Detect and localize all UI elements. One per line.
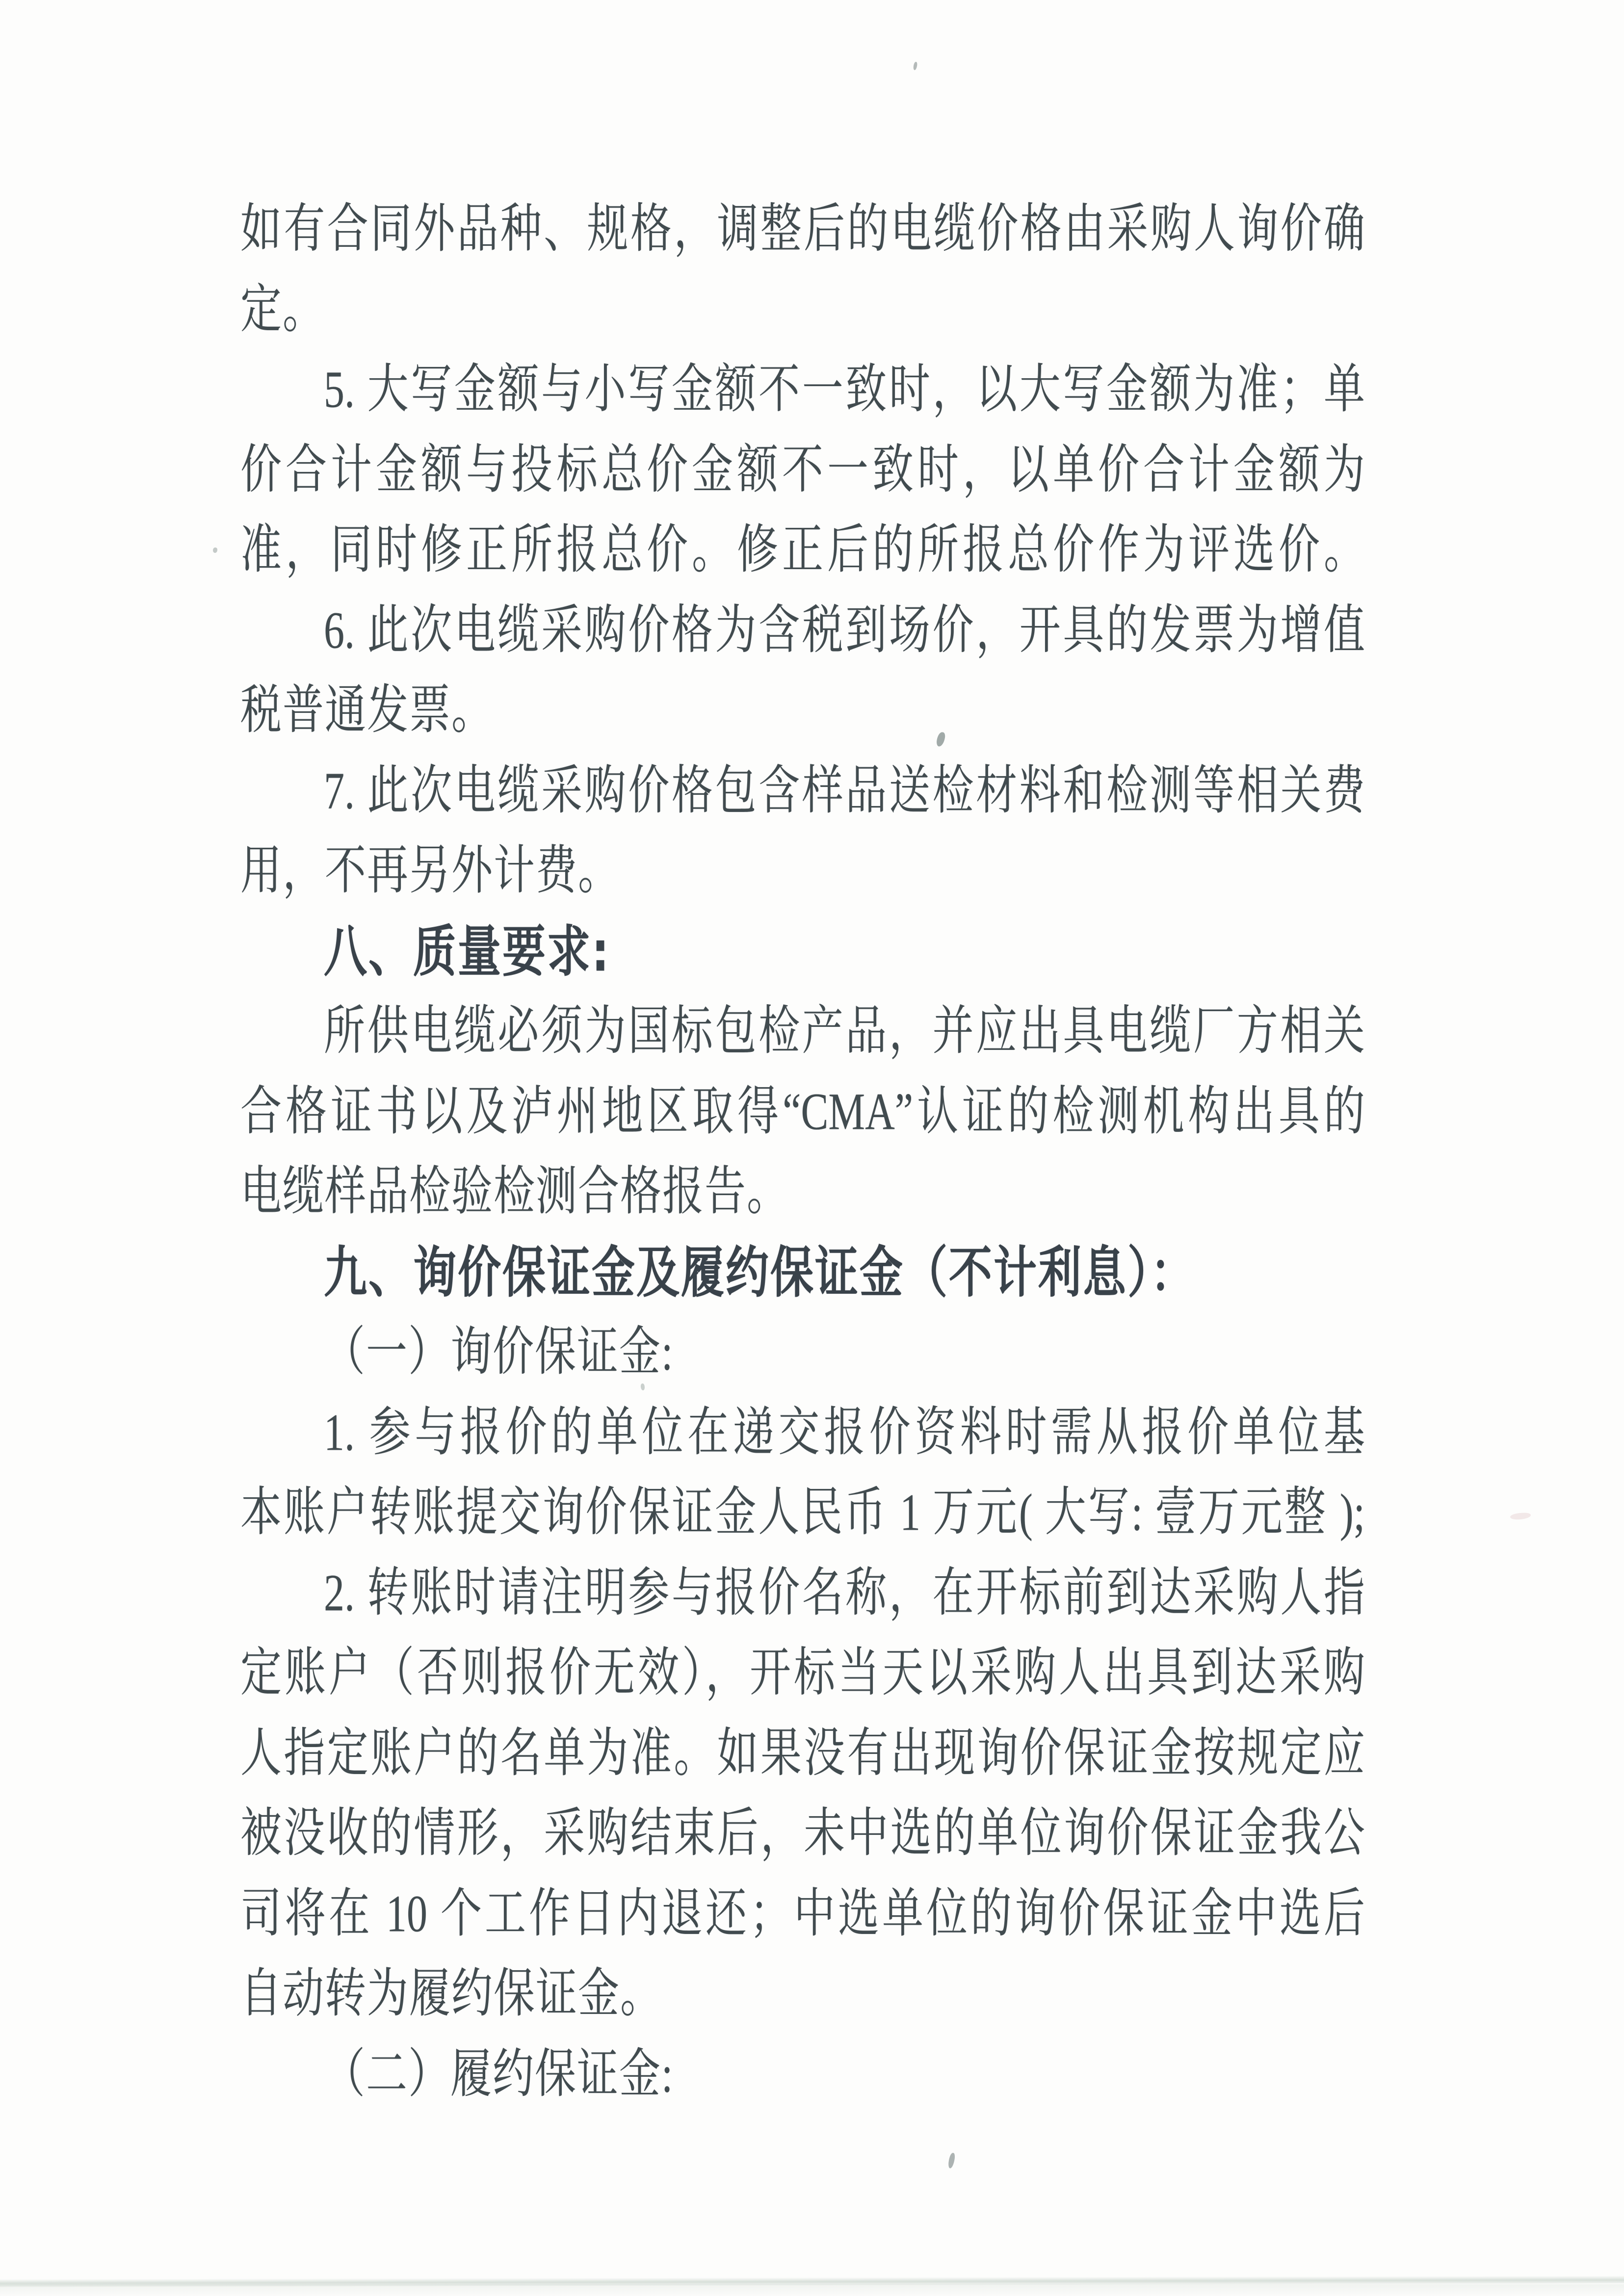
text-line: 人指定账户的名单为准。如果没有出现询价保证金按规定应 bbox=[240, 1724, 1365, 1783]
text-line: 自动转为履约保证金。 bbox=[240, 1964, 663, 2023]
text-line: 被没收的情形，采购结束后，未中选的单位询价保证金我公 bbox=[240, 1804, 1365, 1863]
text-line: 7. 此次电缆采购价格包含样品送检材料和检测等相关费 bbox=[324, 761, 1365, 820]
text-line: 准，同时修正所报总价。修正后的所报总价作为评选价。 bbox=[240, 521, 1365, 579]
text-line: 定。 bbox=[240, 280, 325, 339]
text-line: 1. 参与报价的单位在递交报价资料时需从报价单位基 bbox=[324, 1403, 1365, 1462]
text-line: 本账户转账提交询价保证金人民币 1 万元( 大写: 壹万元整 ); bbox=[240, 1483, 1365, 1542]
section-heading: 八、质量要求: bbox=[324, 919, 611, 984]
text-line: 用，不再另外计费。 bbox=[240, 841, 621, 900]
text-line: 如有合同外品种、规格，调整后的电缆价格由采购人询价确 bbox=[240, 200, 1365, 259]
text-line: 所供电缆必须为国标包检产品，并应出具电缆厂方相关 bbox=[324, 1002, 1365, 1061]
scan-edge-fade bbox=[0, 2284, 1624, 2296]
text-column bbox=[240, 189, 1365, 2114]
section-heading: 九、询价保证金及履约保证金（不计利息）： bbox=[324, 1240, 1196, 1305]
text-line: （一）询价保证金: bbox=[324, 1323, 674, 1382]
text-line: 2. 转账时请注明参与报价名称，在开标前到达采购人指 bbox=[324, 1564, 1365, 1622]
text-line: 电缆样品检验检测合格报告。 bbox=[240, 1162, 789, 1221]
ink-speck bbox=[1510, 1513, 1531, 1520]
text-line: 6. 此次电缆采购价格为含税到场价，开具的发票为增值 bbox=[324, 601, 1365, 660]
text-line: 税普通发票。 bbox=[240, 681, 494, 740]
text-line: （二）履约保证金: bbox=[324, 2045, 674, 2104]
ink-speck bbox=[913, 62, 917, 71]
text-line: 合格证书以及泸州地区取得“CMA”认证的检测机构出具的 bbox=[240, 1082, 1365, 1141]
text-line: 价合计金额与投标总价金额不一致时，以单价合计金额为 bbox=[240, 441, 1365, 499]
text-line: 司将在 10 个工作日内退还；中选单位的询价保证金中选后 bbox=[240, 1884, 1365, 1943]
text-line: 定账户（否则报价无效），开标当天以采购人出具到达采购 bbox=[240, 1644, 1365, 1702]
ink-speck bbox=[947, 2152, 955, 2168]
ink-speck bbox=[213, 548, 217, 553]
text-line: 5. 大写金额与小写金额不一致时，以大写金额为准；单 bbox=[324, 360, 1365, 419]
